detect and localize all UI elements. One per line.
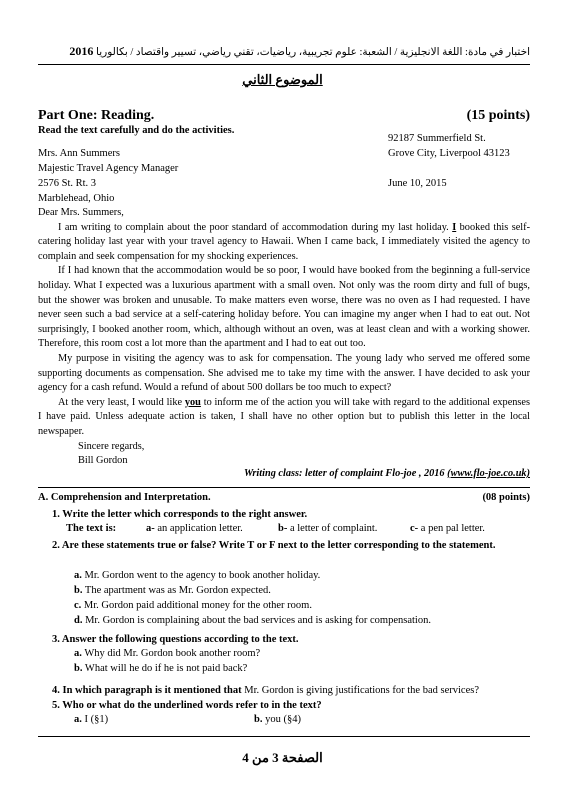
question-5: 5. Who or what do the underlined words refer to in the text? bbox=[52, 700, 322, 711]
signature: Bill Gordon bbox=[78, 455, 128, 467]
salutation: Dear Mrs. Summers, bbox=[38, 207, 124, 218]
q1-option-a: a- an application letter. bbox=[146, 523, 243, 534]
header-divider bbox=[38, 64, 530, 65]
sender-address bbox=[388, 131, 510, 161]
section-a-heading bbox=[38, 492, 530, 503]
section-divider bbox=[38, 487, 530, 488]
source-citation: Writing class: letter of complaint Flo-joe , 2016 (www.flo-joe.co.uk) bbox=[243, 468, 530, 479]
part-title: Part One: Reading. bbox=[38, 108, 155, 123]
recipient-address bbox=[38, 146, 178, 206]
question-4: 4. In which paragraph is it mentioned that Mr. Gordon is giving justifications for the bad services? bbox=[52, 685, 479, 696]
q2-statement-b: b. The apartment was as Mr. Gordon expected. bbox=[74, 585, 271, 596]
paragraph-1: I am writing to complain about the poor standard of accommodation during my last holiday. I booked this self-catering holiday last year with your travel agency to Hawaii. When I came back, I immediately visited the agency to complain and seek compensation for my shocking experiences. bbox=[38, 221, 530, 262]
footer-divider bbox=[38, 736, 530, 737]
question-3: 3. Answer the following questions according to the text. bbox=[52, 634, 299, 645]
recipient-city: Marblehead, Ohio bbox=[38, 193, 115, 204]
sender-line1: 92187 Summerfield St. bbox=[388, 133, 486, 144]
q1-lead: The text is: bbox=[66, 523, 117, 534]
q5-item-a: a. I (§1) bbox=[74, 714, 109, 725]
q3-question-b: b. What will he do if he is not paid back? bbox=[74, 663, 248, 674]
q5-item-b: b. you (§4) bbox=[254, 714, 301, 725]
sender-line2: Grove City, Liverpool 43123 bbox=[388, 148, 510, 159]
closing: Sincere regards, bbox=[78, 440, 145, 452]
header-title: اختبار في مادة: اللغة الانجليزية / الشعبة: علوم تجريبية، رياضيات، تقني رياضي، تسيير واقتصاد / بكالوريا bbox=[96, 47, 530, 58]
paragraph-3: My purpose in visiting the agency was to ask for compensation. The young lady who served me offered some supporting documents as compensation. She advised me to take my time with the answer. I have decided to ask your agency for a cash refund. Would a refund of about 500 dollars be too much to expect? bbox=[38, 352, 530, 394]
q1-option-c: c- a pen pal letter. bbox=[410, 523, 485, 534]
q2-statement-a: a. Mr. Gordon went to the agency to book another holiday. bbox=[74, 570, 321, 581]
underlined-you: you bbox=[184, 396, 201, 408]
paragraph-2: If I had known that the accommodation would be so poor, I would have booked from the beginning a full-service holiday. What I expected was a luxurious apartment with a small oven. Not only was the room dirty and full of bugs, but the shower was broken and unusable. To make matters even worse, there was no oven as I had requested. I have never seen such a bad service at a self-catering holiday before. You can imagine my anger when I had to eat out. Not surprisingly, I booked another room, which, although without an oven, was at least clean and with a working shower. Therefore, this room cost a lot more than the apartment and I had to eat out too. bbox=[38, 265, 530, 350]
q2-statement-c: c. Mr. Gordon paid additional money for the other room. bbox=[74, 600, 312, 611]
recipient-street: 2576 St. Rt. 3 bbox=[38, 178, 97, 189]
q3-question-a: a. Why did Mr. Gordon book another room? bbox=[74, 648, 261, 659]
section-a-points: (08 points) bbox=[482, 492, 530, 503]
instruction: Read the text carefully and do the activities. bbox=[38, 125, 235, 136]
part-points: (15 points) bbox=[466, 108, 530, 123]
underlined-i: I bbox=[452, 221, 457, 233]
question-1: 1. Write the letter which corresponds to the right answer. bbox=[52, 509, 308, 520]
exam-header bbox=[38, 44, 530, 61]
subject-title: الموضوع الثاني bbox=[242, 72, 323, 87]
question-2: 2. Are these statements true or false? Write T or F next to the letter corresponding to the statement. bbox=[52, 540, 496, 551]
letter-date: June 10, 2015 bbox=[388, 178, 447, 189]
page-number: الصفحة 3 من 4 bbox=[242, 750, 323, 765]
source-link[interactable]: (www.flo-joe.co.uk) bbox=[447, 468, 530, 479]
letter-body bbox=[38, 206, 530, 469]
header-year: 2016 bbox=[69, 44, 94, 58]
recipient-name: Mrs. Ann Summers bbox=[38, 148, 120, 159]
q2-statement-d: d. Mr. Gordon is complaining about the bad services and is asking for compensation. bbox=[74, 615, 431, 626]
section-a-title: A. Comprehension and Interpretation. bbox=[38, 492, 211, 503]
q1-option-b: b- a letter of complaint. bbox=[278, 523, 378, 534]
paragraph-4: At the very least, I would like you to inform me of the action you will take with regard to the additional expenses I have paid. Unless adequate action is taken, I shall have no other option but to publish this letter in the local newspaper. bbox=[38, 396, 531, 437]
recipient-title: Majestic Travel Agency Manager bbox=[38, 163, 179, 174]
part-heading bbox=[38, 108, 530, 124]
